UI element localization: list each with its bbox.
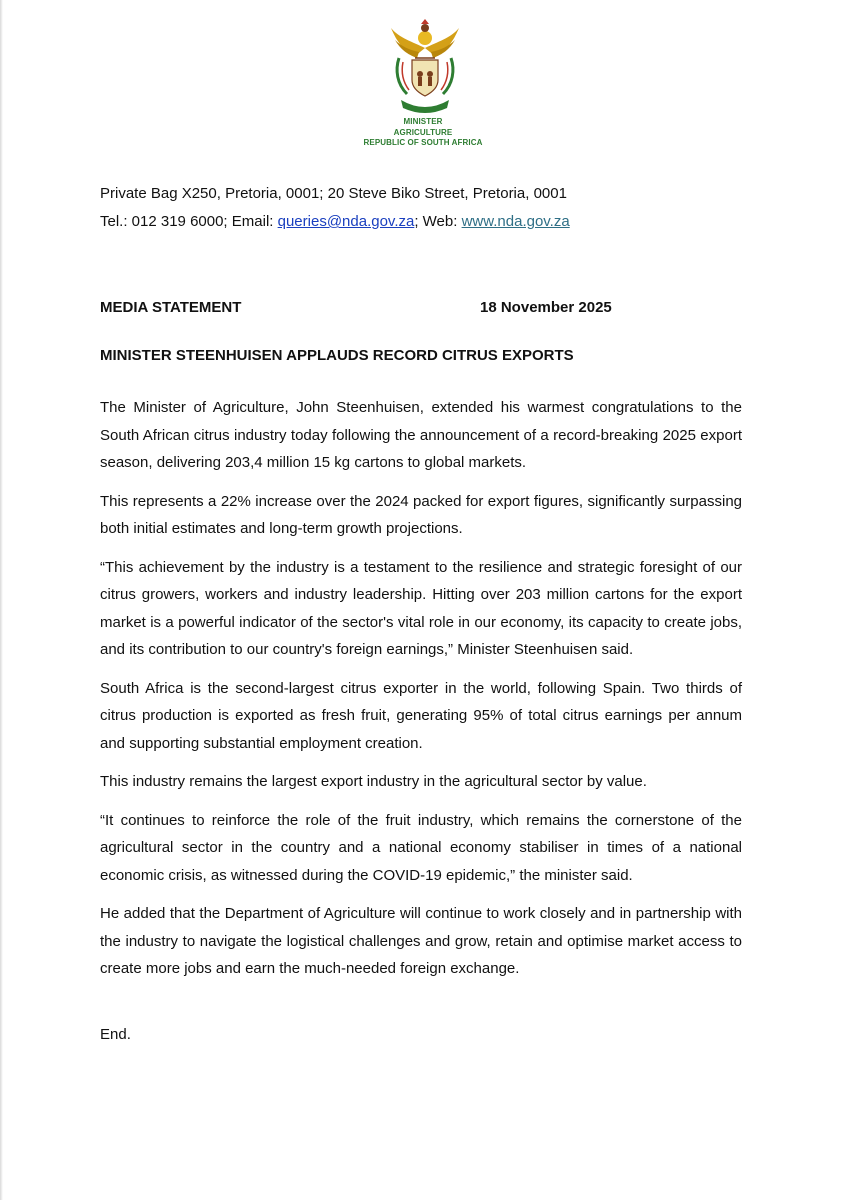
paragraph: “It continues to reinforce the role of the fruit industry, which remains the cornerstone of the agricultural sector in the country and a national economy stabiliser in times of a national economic crisis, as witnessed during the COVID-19 epidemic,” the minister said. [100,811,742,884]
postal-address: Private Bag X250, Pretoria, 0001; 20 Steve Biko Street, Pretoria, 0001 [100,185,567,202]
statement-title: MINISTER STEENHUISEN APPLAUDS RECORD CITRUS EXPORTS [100,347,574,364]
coat-of-arms-logo [385,18,465,116]
web-link[interactable]: www.nda.gov.za [461,213,570,230]
statement-date: 18 November 2025 [480,299,612,316]
paragraph: “This achievement by the industry is a testament to the resilience and strategic foresight of our citrus growers, workers and industry leadership. Hitting over 203 million cartons for the export market is a powerful indicator of the sector's vital role in our economy, its capacity to create jobs, and its contribution to our country's foreign earnings,” Minister Steenhuisen said. [100,558,742,658]
page-left-edge [0,0,3,1200]
web-label: ; Web: [414,213,462,230]
paragraph: This represents a 22% increase over the 2024 packed for export figures, significantly surpassing both initial estimates and long-term growth projections. [100,492,742,537]
statement-type: MEDIA STATEMENT [100,299,242,316]
ministry-line-2: AGRICULTURE [393,127,453,137]
statement-body [100,394,742,994]
ministry-line-3: REPUBLIC OF SOUTH AFRICA [363,138,483,147]
tel-text: Tel.: 012 319 6000; Email: [100,213,278,230]
paragraph: He added that the Department of Agriculture will continue to work closely and in partnership with the industry to navigate the logistical challenges and grow, retain and optimise market access to create more jobs and earn the much-needed foreign exchange. [100,905,742,977]
ministry-line-1: MINISTER [403,117,443,126]
end-marker: End. [100,1026,131,1043]
paragraph: This industry remains the largest export industry in the agricultural sector by value. [100,773,647,790]
paragraph: The Minister of Agriculture, John Steenhuisen, extended his warmest congratulations to the South African citrus industry today following the announcement of a record-breaking 2025 export season, delivering 203,4 million 15 kg cartons to global markets. [100,399,742,471]
ministry-name [330,117,516,149]
paragraph: South Africa is the second-largest citrus exporter in the world, following Spain. Two thirds of citrus production is exported as fresh fruit, generating 95% of total citrus earnings per annum and supporting substantial employment creation. [100,679,742,752]
email-link[interactable]: queries@nda.gov.za [277,213,415,230]
contact-line [100,213,570,230]
